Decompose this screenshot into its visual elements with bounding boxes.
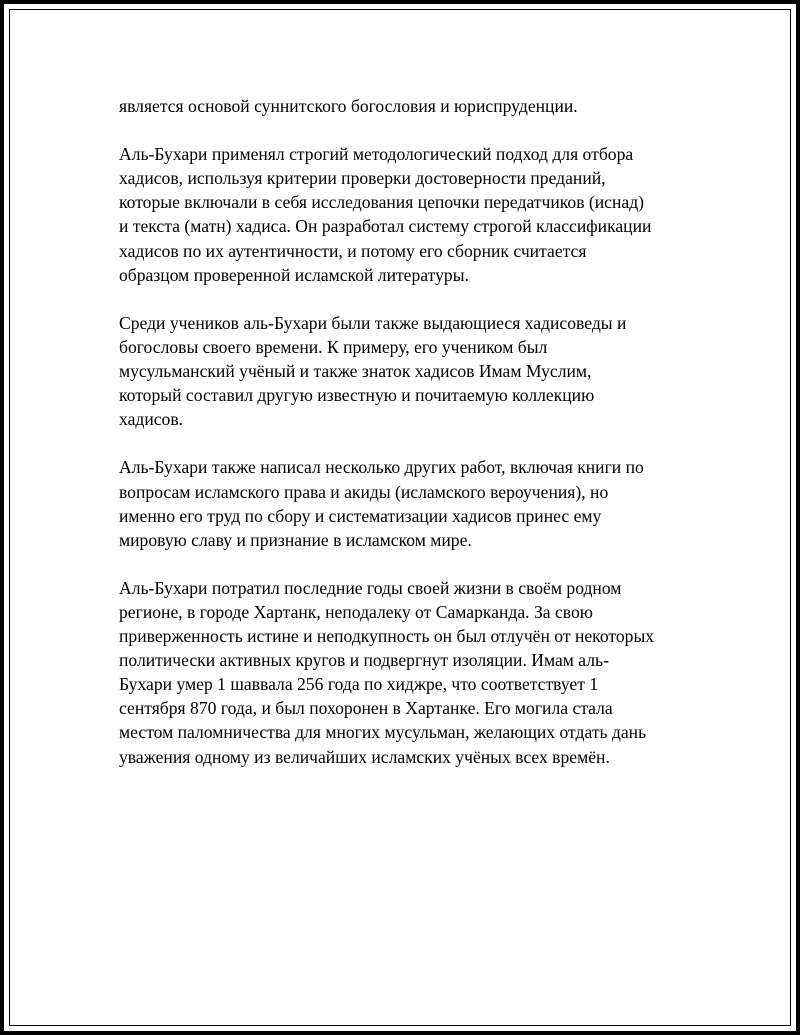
text-line: сентября 870 года, и был похоронен в Хартанке. Его могила стала [119,698,613,719]
text-line: является основой суннитского богословия и юриспруденции. [119,96,578,116]
text-line: именно его труд по сбору и систематизации хадисов принес ему [119,505,602,526]
text-line: Среди учеников аль-Бухари были также выдающиеся хадисоведы и [119,312,627,333]
paragraph-5 [119,576,689,769]
text-line: приверженность истине и неподкупность он был отлучён от некоторых [119,626,655,647]
text-line: которые включали в себя исследования цепочки передатчиков (иснад) [119,192,645,213]
paragraph-2 [119,142,689,287]
text-line: и текста (матн) хадиса. Он разработал систему строгой классификации [119,216,652,237]
text-line: политически активных кругов и подвергнут изоляции. Имам аль- [119,650,609,671]
text-line: хадисов, используя критерии проверки достоверности преданий, [119,168,606,189]
text-line: мировую славу и признание в исламском мире. [119,529,472,550]
text-line: регионе, в городе Хартанк, неподалеку от Самарканда. За свою [119,601,593,622]
paragraph-4 [119,455,689,551]
text-line: Бухари умер 1 шаввала 256 года по хиджре, что соответствует 1 [119,674,599,695]
text-line: мусульманский учёный и также знаток хадисов Имам Муслим, [119,361,592,382]
text-line: вопросам исламского права и акиды (исламского вероучения), но [119,481,609,502]
text-line: богословы своего времени. К примеру, его учеником был [119,336,548,357]
text-line: Аль-Бухари потратил последние годы своей жизни в своём родном [119,577,622,598]
text-line: хадисов по их аутентичности, и потому его сборник считается [119,240,587,261]
text-line: образцом проверенной исламской литературы. [119,264,469,285]
document-body [119,94,689,793]
paragraph-3 [119,311,689,431]
text-line: который составил другую известную и почитаемую коллекцию [119,385,595,406]
text-line: местом паломничества для многих мусульман, желающих отдать дань [119,722,647,743]
text-line: уважения одному из величайших исламских учёных всех времён. [119,746,610,767]
text-line: хадисов. [119,409,184,430]
paragraph-1 [119,94,689,118]
text-line: Аль-Бухари применял строгий методологический подход для отбора [119,144,634,165]
text-line: Аль-Бухари также написал несколько других работ, включая книги по [119,457,644,478]
